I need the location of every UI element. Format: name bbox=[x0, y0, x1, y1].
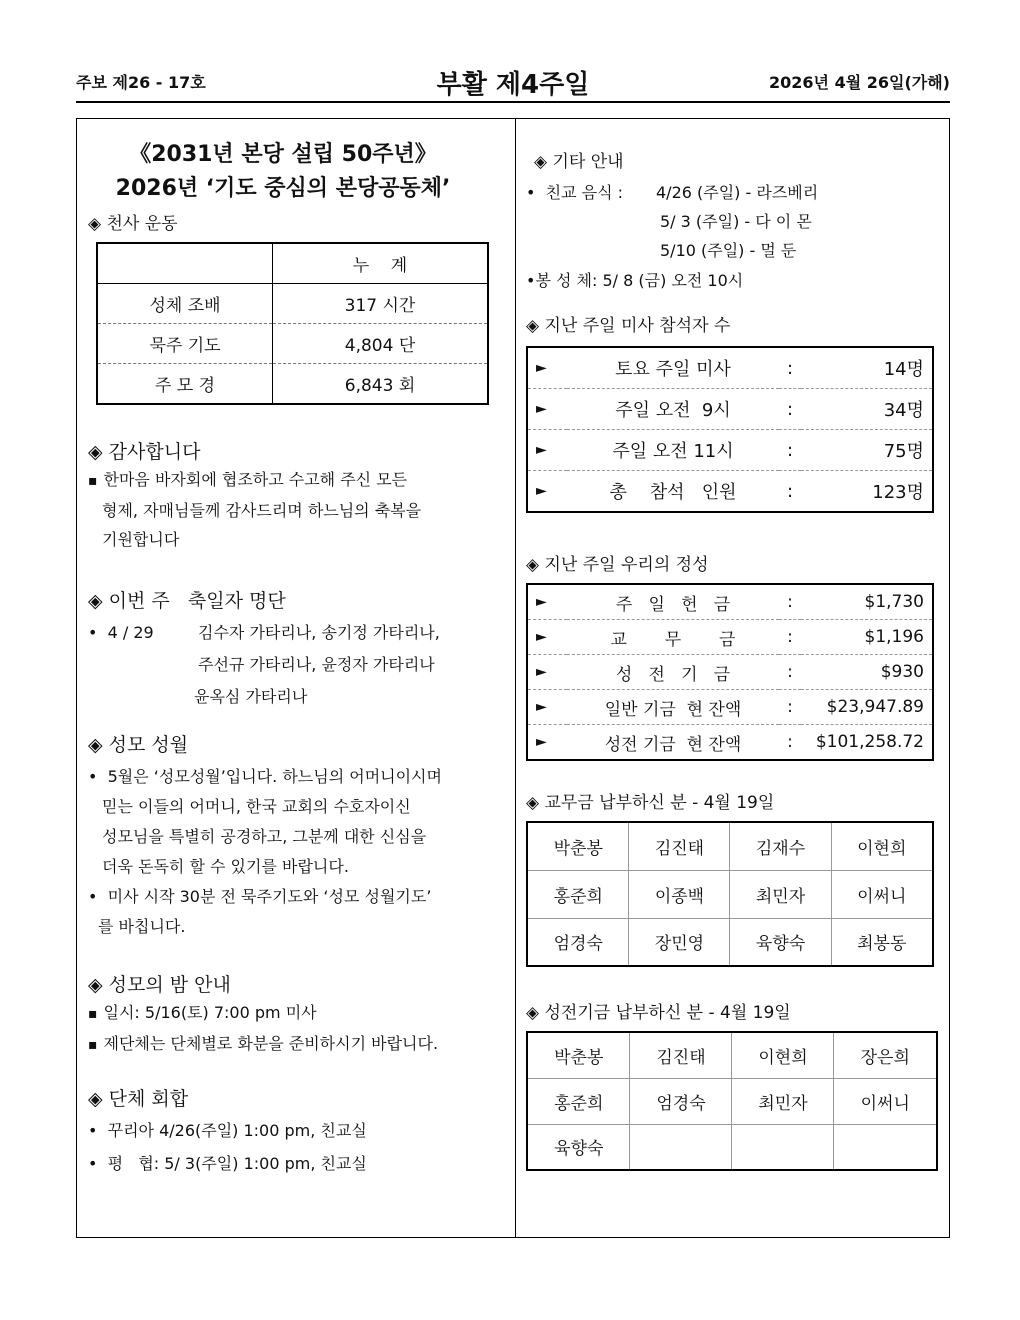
anniversary-title: 《2031년 본당 설립 50주년》 bbox=[129, 142, 437, 167]
table-row bbox=[527, 690, 933, 725]
donor-name: 엄경숙 bbox=[527, 918, 629, 966]
right-column bbox=[526, 150, 936, 1171]
arrow-icon: ► bbox=[527, 389, 567, 430]
thanks-body bbox=[88, 465, 508, 554]
bong-line: •봉 성 체: 5/ 8 (금) 오전 10시 bbox=[526, 271, 744, 290]
header-rule bbox=[76, 101, 950, 103]
offering-table bbox=[526, 583, 934, 761]
donor-name: 김진태 bbox=[630, 1032, 732, 1078]
table-row bbox=[527, 870, 933, 918]
separator: : bbox=[779, 620, 801, 655]
separator: : bbox=[787, 592, 793, 612]
table-row bbox=[527, 620, 933, 655]
donor-name: 김재수 bbox=[730, 822, 831, 870]
thanks-line: 형제, 자매님들께 감사드리며 하느님의 축복을 bbox=[102, 501, 422, 520]
donor-name: 엄경숙 bbox=[630, 1078, 732, 1124]
thanks-heading: ◈ 감사합니다 bbox=[88, 441, 201, 463]
donor-name bbox=[732, 1124, 834, 1170]
offering-value: $1,730 bbox=[864, 592, 924, 612]
table-row bbox=[527, 584, 933, 620]
offering-value: $101,258.72 bbox=[801, 725, 933, 761]
table-row bbox=[527, 347, 933, 389]
feast-body bbox=[88, 618, 508, 714]
attendance-label: 토요 주일 미사 bbox=[615, 359, 731, 380]
mary-line: • 5월은 ‘성모성월’입니다. 하느님의 어머니이시며 bbox=[88, 767, 442, 786]
donor-name: 이써니 bbox=[831, 870, 933, 918]
food-line: 5/ 3 (주일) - 다 이 몬 bbox=[660, 212, 812, 231]
groups-line: • 평 협: 5/ 3(주일) 1:00 pm, 친교실 bbox=[88, 1154, 367, 1173]
donor-name bbox=[630, 1124, 732, 1170]
arrow-icon: ► bbox=[527, 690, 567, 725]
donor-name: 박춘봉 bbox=[527, 822, 629, 870]
table-row bbox=[527, 1078, 937, 1124]
feast-line: 김수자 가타리나, 송기정 가타리나, bbox=[198, 623, 440, 642]
table-row bbox=[97, 324, 488, 364]
donor-name: 장은희 bbox=[834, 1032, 937, 1078]
mary-line: 를 바칩니다. bbox=[98, 917, 186, 936]
separator: : bbox=[779, 430, 801, 471]
angel-label: 주 모 경 bbox=[97, 364, 273, 405]
table-row bbox=[527, 1032, 937, 1078]
offering-label: 일반 기금 현 잔액 bbox=[567, 690, 779, 725]
food-line: 4/26 (주일) - 라즈베리 bbox=[656, 183, 819, 202]
table-row bbox=[527, 655, 933, 690]
donor-name: 장민영 bbox=[629, 918, 730, 966]
table-row bbox=[97, 364, 488, 405]
attendance-label: 주일 오전 11시 bbox=[567, 430, 779, 471]
night-heading: ◈ 성모의 밤 안내 bbox=[88, 974, 231, 996]
separator: : bbox=[779, 389, 801, 430]
gyomu-table bbox=[526, 821, 934, 967]
night-line: ▪ 제단체는 단체별로 화분을 준비하시기 바랍니다. bbox=[88, 1029, 508, 1060]
arrow-icon: ► bbox=[527, 655, 567, 690]
separator: : bbox=[779, 690, 801, 725]
etc-body bbox=[526, 178, 936, 298]
etc-heading: ◈ 기타 안내 bbox=[534, 152, 624, 172]
thanks-line: ▪ 한마음 바자회에 협조하고 수고해 주신 모든 bbox=[88, 465, 508, 496]
offering-label: 교 무 금 bbox=[567, 620, 779, 655]
separator: : bbox=[786, 357, 794, 379]
offering-value: $930 bbox=[801, 655, 933, 690]
angel-col-header: 누 계 bbox=[273, 243, 489, 284]
table-row bbox=[527, 822, 933, 870]
donor-name: 이써니 bbox=[834, 1078, 937, 1124]
offering-label: 성 전 기 금 bbox=[567, 655, 779, 690]
angel-value: 317 시간 bbox=[273, 284, 489, 324]
thanks-line: 기원합니다 bbox=[102, 530, 180, 549]
mary-heading: ◈ 성모 성월 bbox=[88, 734, 189, 756]
groups-body bbox=[88, 1114, 508, 1180]
angel-value: 4,804 단 bbox=[273, 324, 489, 364]
attendance-value: 34명 bbox=[801, 389, 933, 430]
offering-label: 성전 기금 현 잔액 bbox=[567, 725, 779, 761]
food-label: • 친교 음식 : bbox=[526, 183, 623, 202]
mary-line: • 미사 시작 30분 전 묵주기도와 ‘성모 성월기도’ bbox=[88, 887, 432, 906]
arrow-icon: ► bbox=[536, 360, 547, 376]
donor-name: 육향숙 bbox=[527, 1124, 630, 1170]
attendance-heading: ◈ 지난 주일 미사 참석자 수 bbox=[526, 316, 731, 336]
theme-title: 2026년 ‘기도 중심의 본당공동체’ bbox=[115, 176, 451, 201]
donor-name: 이종백 bbox=[629, 870, 730, 918]
attendance-table bbox=[526, 346, 934, 513]
table-row bbox=[97, 243, 488, 284]
donor-name: 홍준희 bbox=[527, 870, 629, 918]
feast-line: 주선규 가타리나, 윤정자 가타리나 bbox=[198, 655, 435, 674]
attendance-label: 주일 오전 9시 bbox=[567, 389, 779, 430]
angel-table bbox=[96, 242, 489, 405]
attendance-label: 총 참석 인원 bbox=[567, 471, 779, 513]
donor-name: 홍준희 bbox=[527, 1078, 630, 1124]
donor-name: 박춘봉 bbox=[527, 1032, 630, 1078]
table-row bbox=[527, 1124, 937, 1170]
donor-name: 육향숙 bbox=[730, 918, 831, 966]
night-body bbox=[88, 998, 508, 1060]
angel-heading: ◈ 천사 운동 bbox=[88, 214, 178, 234]
attendance-value: 75명 bbox=[801, 430, 933, 471]
donor-name bbox=[834, 1124, 937, 1170]
mary-line: 성모님을 특별히 공경하고, 그분께 대한 신심을 bbox=[102, 827, 427, 846]
angel-value: 6,843 회 bbox=[273, 364, 489, 405]
table-row bbox=[527, 389, 933, 430]
food-line: 5/10 (주일) - 멀 둔 bbox=[660, 241, 797, 260]
page-title: 부활 제4주일 bbox=[436, 70, 590, 100]
mary-body bbox=[88, 762, 508, 942]
separator: : bbox=[779, 655, 801, 690]
feast-line: 윤옥심 가타리나 bbox=[194, 687, 308, 706]
angel-label: 성체 조배 bbox=[97, 284, 273, 324]
table-row bbox=[527, 918, 933, 966]
donor-name: 최민자 bbox=[732, 1078, 834, 1124]
arrow-icon: ► bbox=[527, 471, 567, 513]
arrow-icon: ► bbox=[536, 594, 547, 610]
groups-heading: ◈ 단체 회합 bbox=[88, 1088, 189, 1110]
column-divider bbox=[515, 118, 516, 1237]
feast-date: • 4 / 29 bbox=[88, 623, 154, 642]
table-row bbox=[527, 725, 933, 761]
mary-line: 더욱 돈독히 할 수 있기를 바랍니다. bbox=[102, 857, 349, 876]
separator: : bbox=[779, 725, 801, 761]
arrow-icon: ► bbox=[527, 430, 567, 471]
table-row bbox=[527, 430, 933, 471]
donor-name: 김진태 bbox=[629, 822, 730, 870]
separator: : bbox=[779, 471, 801, 513]
offering-heading: ◈ 지난 주일 우리의 정성 bbox=[526, 555, 709, 575]
gyomu-heading: ◈ 교무금 납부하신 분 - 4월 19일 bbox=[526, 793, 775, 813]
table-row bbox=[97, 284, 488, 324]
left-column bbox=[88, 140, 508, 1180]
donor-name: 이현희 bbox=[831, 822, 933, 870]
offering-value: $23,947.89 bbox=[801, 690, 933, 725]
groups-line: • 꾸리아 4/26(주일) 1:00 pm, 친교실 bbox=[88, 1121, 367, 1140]
bulletin-date: 2026년 4월 26일(가해) bbox=[769, 73, 950, 92]
night-line: ▪ 일시: 5/16(토) 7:00 pm 미사 bbox=[88, 998, 508, 1029]
seongjeon-table bbox=[526, 1031, 938, 1171]
donor-name: 최민자 bbox=[730, 870, 831, 918]
attendance-value: 123명 bbox=[801, 471, 933, 513]
donor-name: 최봉동 bbox=[831, 918, 933, 966]
attendance-value: 14명 bbox=[883, 359, 924, 380]
offering-value: $1,196 bbox=[801, 620, 933, 655]
arrow-icon: ► bbox=[527, 725, 567, 761]
arrow-icon: ► bbox=[527, 620, 567, 655]
seongjeon-heading: ◈ 성전기금 납부하신 분 - 4월 19일 bbox=[526, 1003, 791, 1023]
table-row bbox=[527, 471, 933, 513]
offering-label: 주 일 헌 금 bbox=[615, 594, 731, 615]
feast-heading: ◈ 이번 주 축일자 명단 bbox=[88, 590, 286, 612]
bulletin-number: 주보 제26 - 17호 bbox=[76, 73, 206, 92]
donor-name: 이현희 bbox=[732, 1032, 834, 1078]
mary-line: 믿는 이들의 어머니, 한국 교회의 수호자이신 bbox=[102, 797, 411, 816]
angel-label: 묵주 기도 bbox=[97, 324, 273, 364]
